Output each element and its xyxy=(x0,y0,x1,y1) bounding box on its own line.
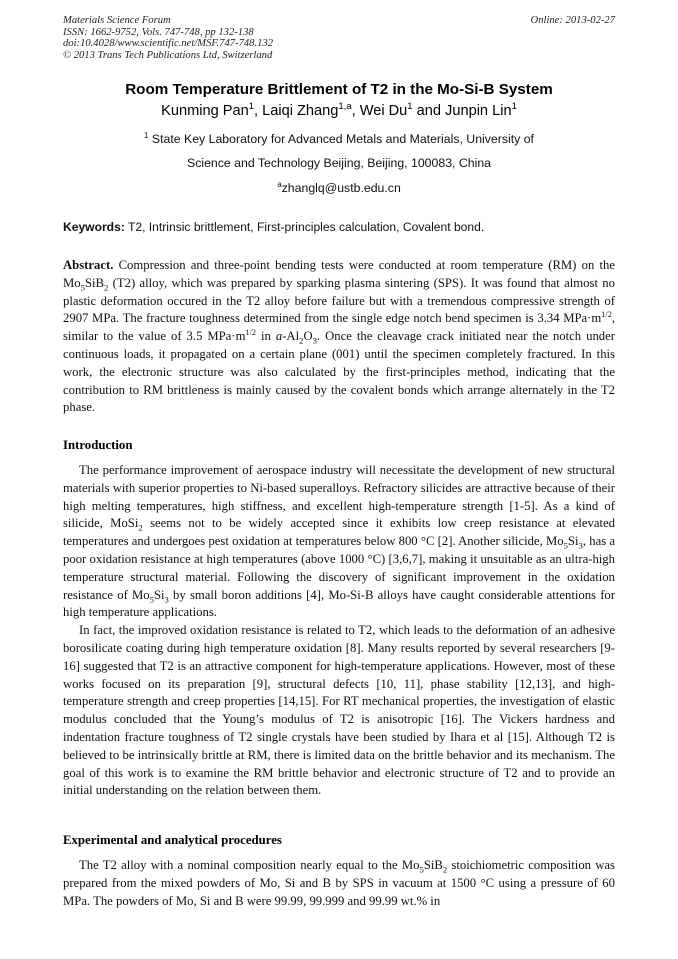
email-mark: a xyxy=(277,179,282,189)
paragraph-text: , has a poor oxidation resistance at high temperatures (above 1000 °C) [3,6,7], making it unsuitable as an ultra-high temperature structural material. Following the discovery of significant improvement in the oxidation resistance of Mo xyxy=(63,534,615,602)
abstract xyxy=(63,257,615,417)
affiliation-line-1 xyxy=(0,132,678,146)
abstract-text: (T2) alloy, which was prepared by sparking plasma sintering (SPS). It was found that almost no plastic deformation occured in the T2 alloy before failure but with a tremendous compressive strength of 2907 MPa. The fracture toughness determined from the single edge notch bend specimen is 3.34 MPa·m xyxy=(63,275,615,326)
doi-line: doi:10.4028/www.scientific.net/MSF.747-748.132 xyxy=(63,38,273,50)
abstract-text: -Al xyxy=(282,329,300,344)
introduction-body xyxy=(63,462,615,800)
abstract-text: . Once the cleavage crack initiated near the notch under continuous loads, it propagated on a certain plane (001) until the specimen completely fractured. In this work, the electronic structure was also calculated by the first-principles method, indicating that the contribution to RM brittleness is mainly caused by the covalent bonds which arrange alternately in the T2 phase. xyxy=(63,329,616,415)
subscript: 5 xyxy=(80,282,85,293)
paragraph: In fact, the improved oxidation resistance is related to T2, which leads to the deformation of an adhesive borosilicate coating during high temperature oxidation [8]. Many results reported by several researchers [9-16] suggested that T2 is an attractive component for high-temperature applications. However, most of these works focused on its preparation [9], structural defects [10, 11], phase stability [12,13], and high-temperature strength and creep properties [14,15]. For RT mechanical properties, the investigation of elastic modulus concluded that the Young’s modulus of T2 is anisotropic [16]. The Vickers hardness and indentation fracture toughness of T2 single crystals have been studied by Ihara et al [15]. Although T2 is believed to be intrinsically brittle at RM, there is limited data on the brittle behavior and its mechanism. The goal of this work is to examine the RM brittle behavior and electronic structure of T2 and to provide an initial understanding on the relation between them. xyxy=(63,623,615,798)
keywords-label: Keywords: xyxy=(63,220,125,234)
subscript: 3 xyxy=(578,540,583,551)
author-separator: , xyxy=(351,103,360,119)
paragraph-text: Si xyxy=(153,587,165,602)
journal-name: Materials Science Forum xyxy=(63,15,171,26)
subscript: 2 xyxy=(103,282,109,293)
subscript: 3 xyxy=(164,594,169,605)
paper-title: Room Temperature Brittlement of T2 in the Mo-Si-B System xyxy=(125,81,553,98)
author-name: Kunming Pan xyxy=(161,103,249,119)
affiliation-mark: 1 xyxy=(144,130,149,140)
paragraph-text: The performance improvement of aerospace industry will necessitate the development of new structural materials with superior properties to Ni-based superalloys. Refractory silicides are attractive because of their high melting temperatures, high stiffness, and excellent high-temperature strength [1-5]. As a kind of silicide, MoSi xyxy=(63,463,615,531)
subscript: 2 xyxy=(299,335,304,346)
paragraph-text: Si xyxy=(567,534,579,549)
author-list xyxy=(0,103,678,119)
alpha-symbol: a xyxy=(275,329,283,344)
subscript: 3 xyxy=(312,335,317,346)
section-heading-introduction: Introduction xyxy=(63,438,133,452)
superscript: 1/2 xyxy=(601,310,612,320)
experimental-body xyxy=(63,857,615,910)
subscript: 2 xyxy=(138,522,143,533)
author-affil-mark: 1 xyxy=(248,101,255,113)
author-affil-mark: 1 xyxy=(511,101,517,113)
affiliation-text: State Key Laboratory for Advanced Metals and Materials, University of xyxy=(148,132,534,146)
subscript: 5 xyxy=(419,864,424,875)
author-separator: and xyxy=(412,103,446,119)
author-name: Laiqi Zhang xyxy=(262,103,339,119)
author-name: Wei Du xyxy=(359,103,408,119)
subscript: 2 xyxy=(442,864,448,875)
subscript: 5 xyxy=(563,540,568,551)
subscript: 5 xyxy=(149,594,154,605)
abstract-text: Compression and three-point bending tests were conducted at room temperature (RM) on the Mo xyxy=(63,258,615,290)
online-date: Online: 2013-02-27 xyxy=(530,15,615,26)
author-email xyxy=(0,181,678,195)
section-heading-experimental: Experimental and analytical procedures xyxy=(63,833,282,847)
paragraph-text: SiB xyxy=(423,858,443,872)
paragraph xyxy=(63,462,615,622)
abstract-label: Abstract. xyxy=(63,258,114,272)
paragraph-text: The T2 alloy with a nominal composition nearly equal to the Mo xyxy=(79,858,420,872)
author-affil-mark: 1,a xyxy=(338,101,352,113)
author-name: Junpin Lin xyxy=(445,103,512,119)
paragraph-text: by small boron additions [4], Mo-Si-B alloys have caught considerable attentions for high temperature applications. xyxy=(63,587,615,620)
keywords-text: T2, Intrinsic brittlement, First-principles calculation, Covalent bond. xyxy=(124,220,485,234)
abstract-text: O xyxy=(303,329,313,344)
author-separator: , xyxy=(254,103,263,119)
journal-header xyxy=(63,15,615,61)
author-affil-mark: 1 xyxy=(407,101,413,113)
keywords xyxy=(63,220,615,234)
email-address: zhanglq@ustb.edu.cn xyxy=(281,181,401,195)
abstract-text: , similar to the value of 3.5 MPa·m xyxy=(63,311,615,344)
paragraph-text: stoichiometric composition was prepared from the mixed powders of Mo, Si and B by SPS in vacuum at 1500 °C using a pressure of 60 MPa. The powders of Mo, Si and B were 99.99, 99.999 and 99.99 wt.% in xyxy=(63,858,615,908)
paragraph xyxy=(63,857,615,910)
abstract-text: in xyxy=(256,329,276,344)
copyright-line: © 2013 Trans Tech Publications Ltd, Switzerland xyxy=(63,49,273,61)
affiliation-line-2: Science and Technology Beijing, Beijing, 100083, China xyxy=(187,156,491,170)
paragraph-text: seems not to be widely accepted since it exhibits low creep resistance at elevated temperatures and undergoes pest oxidation at temperatures below 800 °C [2]. Another silicide, Mo xyxy=(63,516,615,549)
abstract-text: SiB xyxy=(84,275,104,290)
superscript: 1/2 xyxy=(245,327,257,337)
issn-line: ISSN: 1662-9752, Vols. 747-748, pp 132-138 xyxy=(63,26,254,38)
